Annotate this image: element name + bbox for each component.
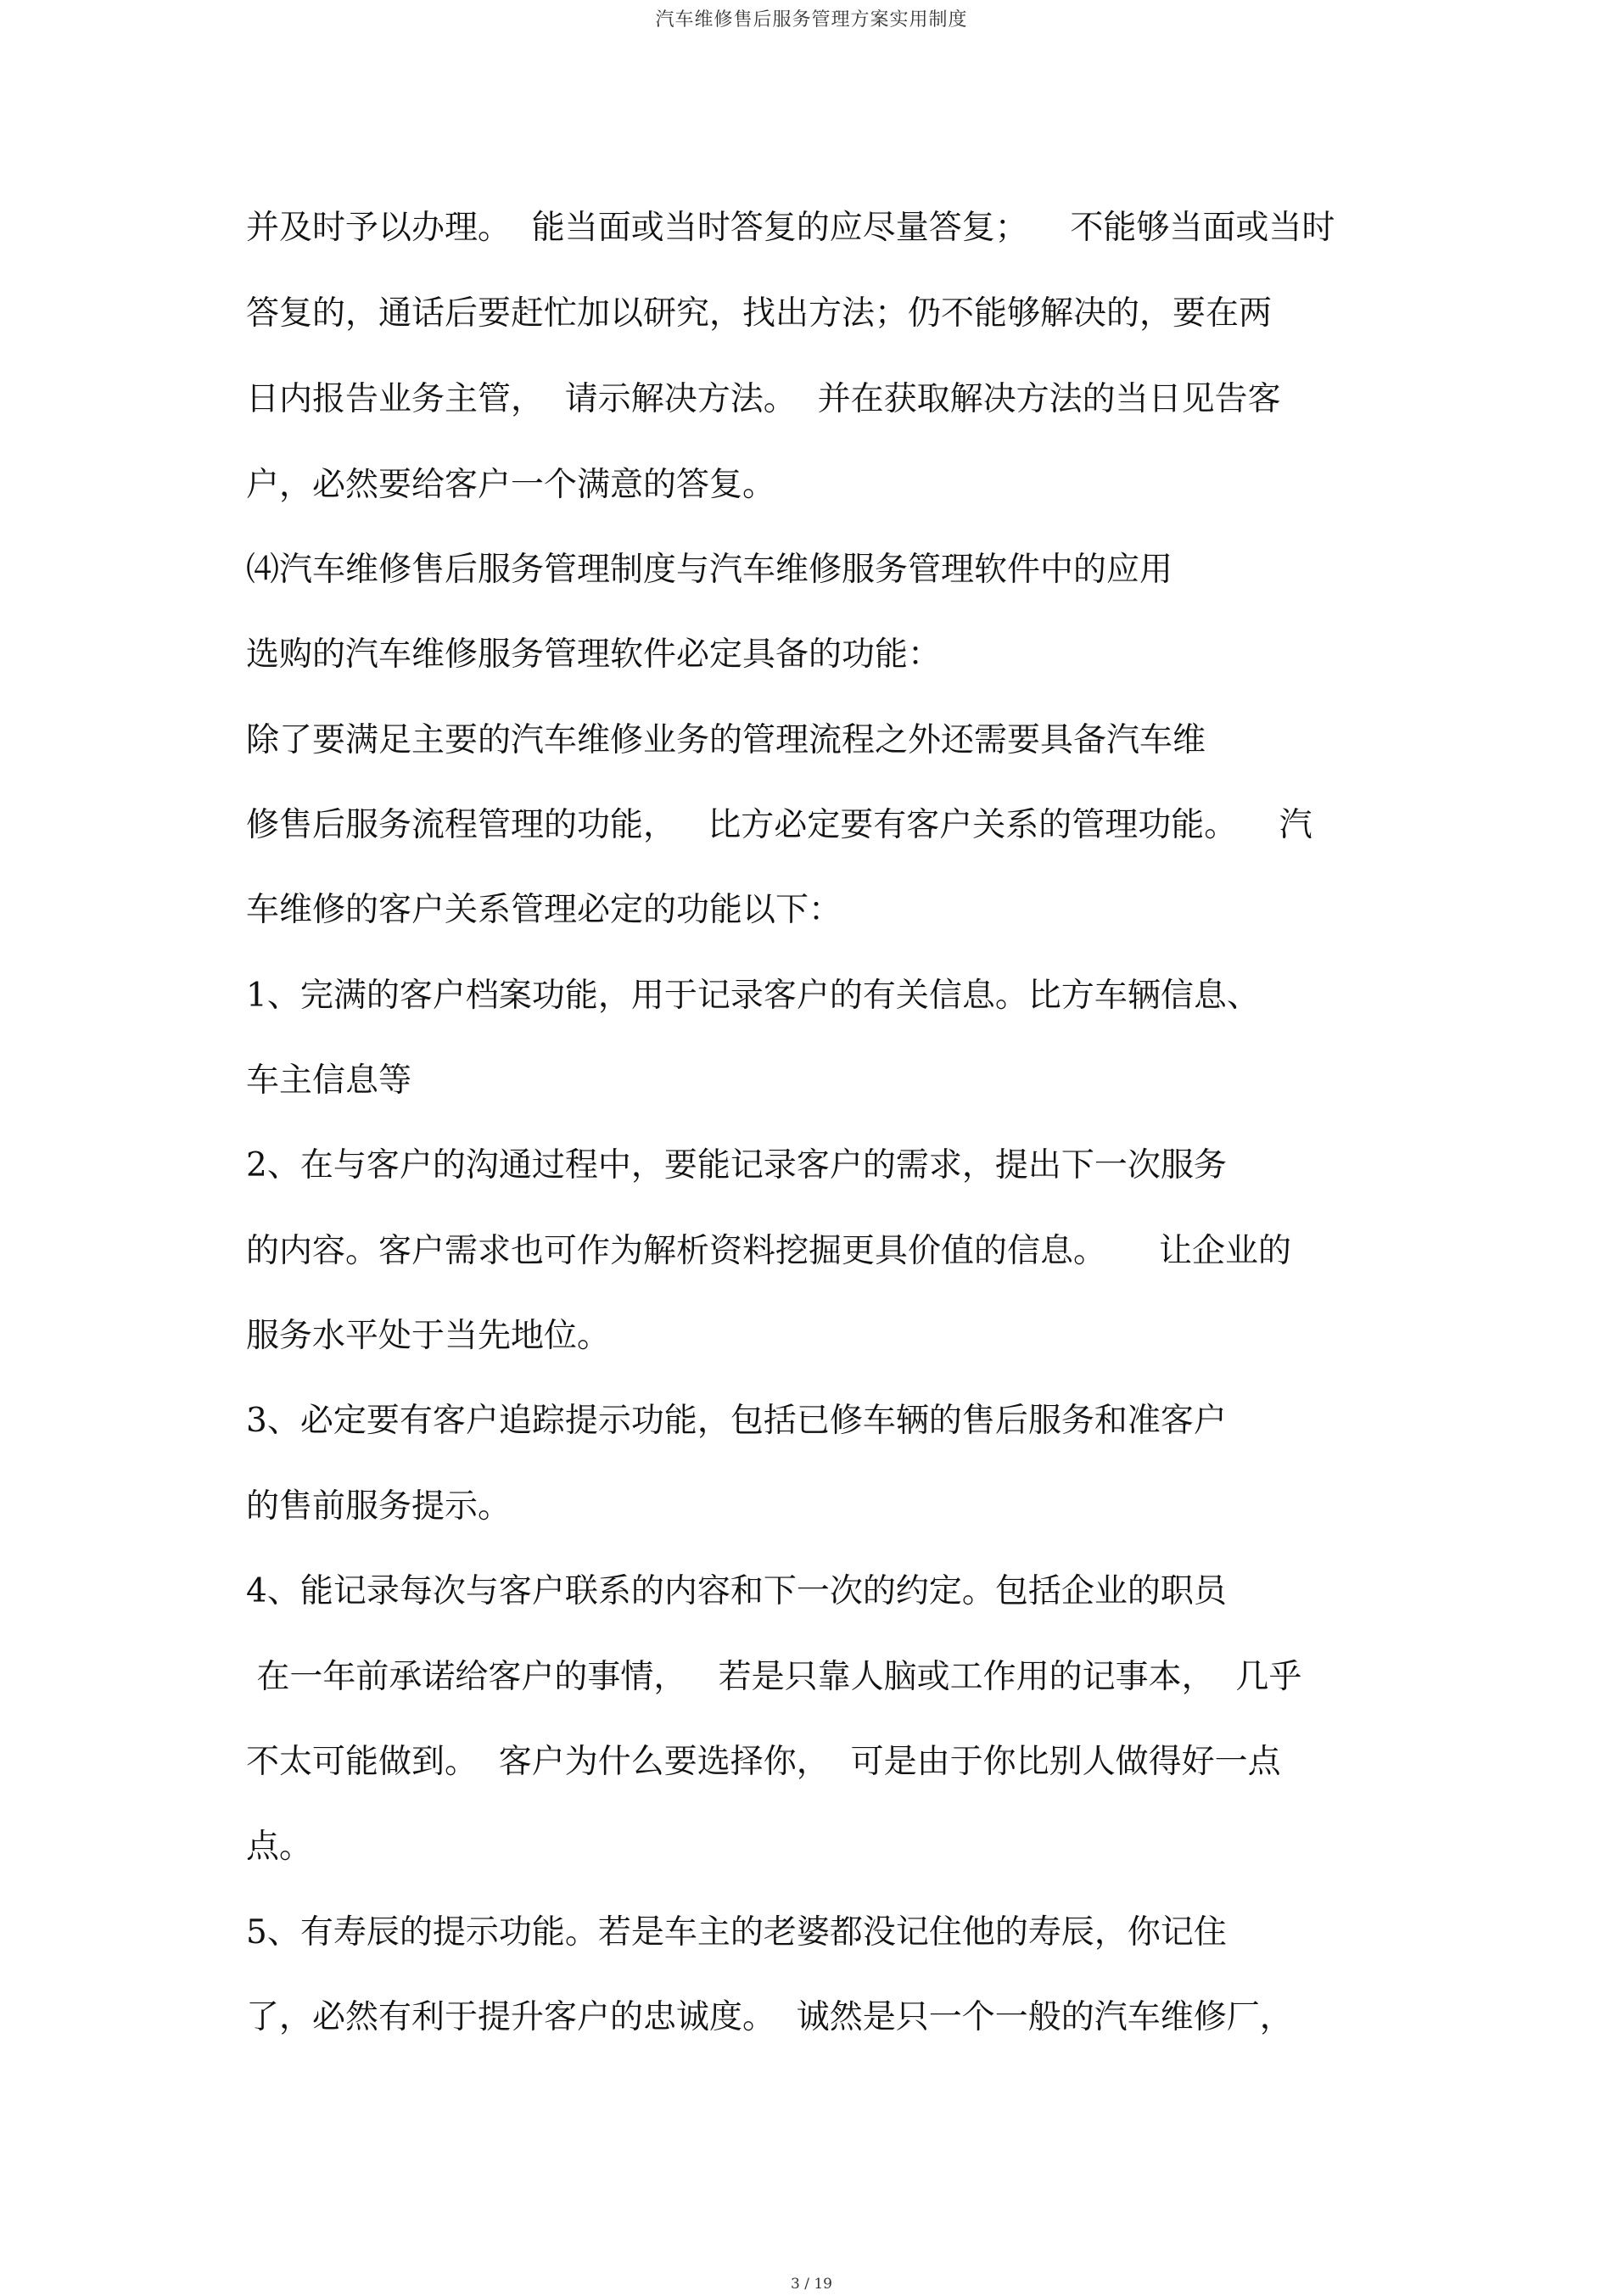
list-item-1: 1、完满的客户档案功能，用于记录客户的有关信息。比方车辆信息、 [246, 977, 1260, 1015]
text-line: 选购的汽车维修服务管理软件必定具备的功能： [246, 636, 942, 674]
text-line: 车主信息等 [246, 1061, 412, 1100]
text-line: 并及时予以办理。 能当面或当时答复的应尽量答复； 不能够当面或当时 [246, 209, 1335, 247]
list-item-3: 3、必定要有客户追踪提示功能，包括已修车辆的售后服务和准客户 [246, 1402, 1227, 1440]
list-item-4: 4、能记录每次与客户联系的内容和下一次的约定。包括企业的职员 [246, 1572, 1227, 1610]
page-number: 3 / 19 [791, 2276, 832, 2293]
text-line: 了，必然有利于提升客户的忠诚度。 诚然是只一个一般的汽车维修厂， [246, 1998, 1293, 2036]
text-line: 修售后服务流程管理的功能， 比方必定要有客户关系的管理功能。 汽 [246, 806, 1312, 844]
text-line: 答复的，通话后要赶忙加以研究，找出方法；仍不能够解决的，要在两 [246, 294, 1273, 333]
text-line: 车维修的客户关系管理必定的功能以下： [246, 891, 842, 929]
text-line: 的售前服务提示。 [246, 1487, 512, 1526]
text-line: 不太可能做到。 客户为什么要选择你， 可是由于你比别人做得好一点 [246, 1743, 1281, 1781]
text-line: 服务水平处于当先地位。 [246, 1317, 611, 1355]
list-item-2: 2、在与客户的沟通过程中，要能记录客户的需求，提出下一次服务 [246, 1146, 1227, 1184]
text-line: 在一年前承诺给客户的事情， 若是只靠人脑或工作用的记事本， 几乎 [246, 1658, 1302, 1696]
text-line: 的内容。客户需求也可作为解析资料挖掘更具价值的信息。 让企业的 [246, 1232, 1291, 1270]
section-heading: ⑷汽车维修售后服务管理制度与汽车维修服务管理软件中的应用 [246, 551, 1173, 589]
list-item-5: 5、有寿辰的提示功能。若是车主的老婆都没记住他的寿辰，你记住 [246, 1913, 1227, 1952]
text-line: 除了要满足主要的汽车维修业务的管理流程之外还需要具备汽车维 [246, 721, 1206, 759]
text-line: 点。 [246, 1828, 313, 1866]
text-line: 日内报告业务主管， 请示解决方法。 并在获取解决方法的当日见告客 [246, 380, 1281, 418]
page-header-title: 汽车维修售后服务管理方案实用制度 [655, 9, 968, 31]
text-line: 户，必然要给客户一个满意的答复。 [246, 466, 776, 504]
